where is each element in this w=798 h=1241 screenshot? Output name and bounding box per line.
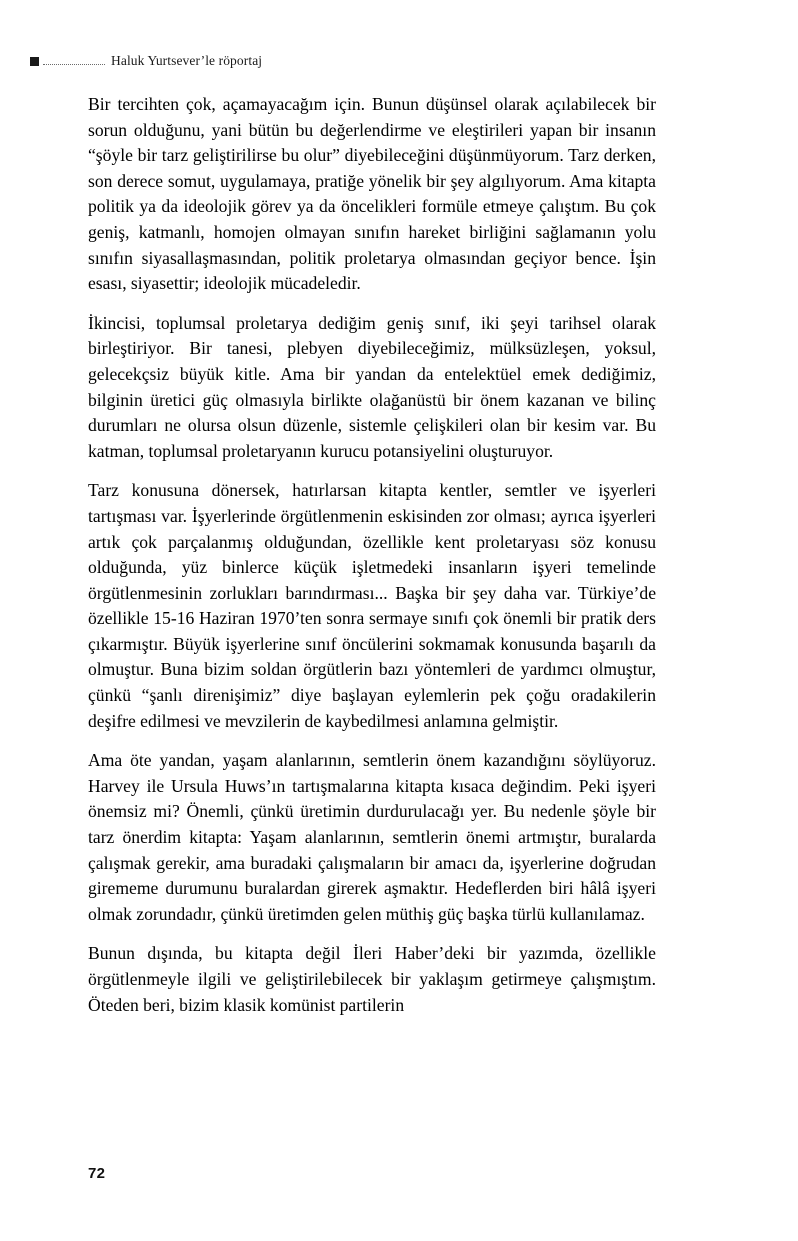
paragraph: Bir tercihten çok, açamayacağım için. Bunun düşünsel olarak açılabilecek bir sorun olduğunu, yani bütün bu değerlendirme ve eleştirileri yapan bir insanın “şöyle bir tarz geliştirilirse bu olur” diyebileceğini düşünmüyorum. Tarz derken, son derece somut, uygulamaya, pratiğe yönelik bir şey algılıyorum. Ama kitapta politik ya da ideolojik görev ya da öncelikleri formüle etmeye çalıştım. Bu çok geniş, katmanlı, homojen olmayan sınıfın hareket birliğini sağlamanın yolu sınıfın siyasallaşmasından, politik proletarya olmasından geçiyor bence. İşin esası, siyasettir; ideolojik mücadeledir.: [88, 94, 656, 294]
paragraph: İkincisi, toplumsal proletarya dediğim geniş sınıf, iki şeyi tarihsel olarak birleştiriyor. Bir tanesi, plebyen diyebileceğimiz, mülksüzleşen, yoksul, gelecekçsiz büyük kitle. Ama bir yandan da entelektüel emek dediğimiz, bilginin üretici güç olmasıyla birlikte olağanüstü bir önem kazanan ve bilinç durumları ne olursa olsun düzenle, sistemle çelişkileri olan bir kesim var. Bu katman, toplumsal proletaryanın kurucu potansiyelini oluşturuyor.: [88, 312, 656, 461]
running-header-title: Haluk Yurtsever’le röportaj: [111, 53, 263, 68]
paragraph: Ama öte yandan, yaşam alanlarının, semtlerin önem kazandığını söylüyoruz. Harvey ile Ursula Huws’ın tartışmalarına kitapta kısaca değindim. Peki işyeri önemsiz mi? Önemli, çünkü üretimin durdurulacağı yer. Bu nedenle şöyle bir tarz önerdim kitapta: Yaşam alanlarının, semtlerin önemi artmıştır, buralarda çalışmak gerekir, ama buradaki çalışmaların bir amacı da, işyerlerine doğrudan girememe durumunu buralardan girerek aşmaktır. Hedeflerden biri hâlâ işyeri olmak zorundadır, çünkü üretimden gelen müthiş güç başka türlü kullanılamaz.: [88, 750, 656, 924]
body-text: [88, 92, 656, 1018]
dotted-rule-icon: [43, 55, 105, 65]
paragraph: Bunun dışında, bu kitapta değil İleri Haber’deki bir yazımda, özellikle örgütlenmeyle ilgili ve geliştirilebilecek bir yaklaşım getirmeye çalışmıştım. Öteden beri, bizim klasik komünist partilerin: [88, 943, 656, 1015]
page-number: 72: [88, 1165, 106, 1182]
square-bullet-icon: [30, 57, 39, 66]
paragraph: Tarz konusuna dönersek, hatırlarsan kitapta kentler, semtler ve işyerleri tartışması var. İşyerlerinde örgütlenmenin eskisinden zor olması; ayrıca işyerleri artık çok parçalanmış olduğundan, özellikle kent proletaryası söz konusu olduğunda, yüz binlerce küçük işletmedeki insanların işyeri temelinde örgütlenmesinin zorlukları barındırması... Başka bir şey daha var. Türkiye’de özellikle 15-16 Haziran 1970’ten sonra sermaye sınıfı çok önemli bir pratik ders çıkarmıştır. Büyük işyerlerine sınıf öncülerini sokmamak konusunda başarılı da olmuştur. Buna bizim soldan örgütlerin bazı yöntemleri de yardımcı olmuştur, çünkü “şanlı direnişimiz” diye başlayan eylemlerin pek çoğu oradakilerin deşifre edilmesi ve mevzilerin de kaybedilmesi anlamına gelmiştir.: [88, 480, 656, 731]
running-header: [30, 50, 750, 72]
